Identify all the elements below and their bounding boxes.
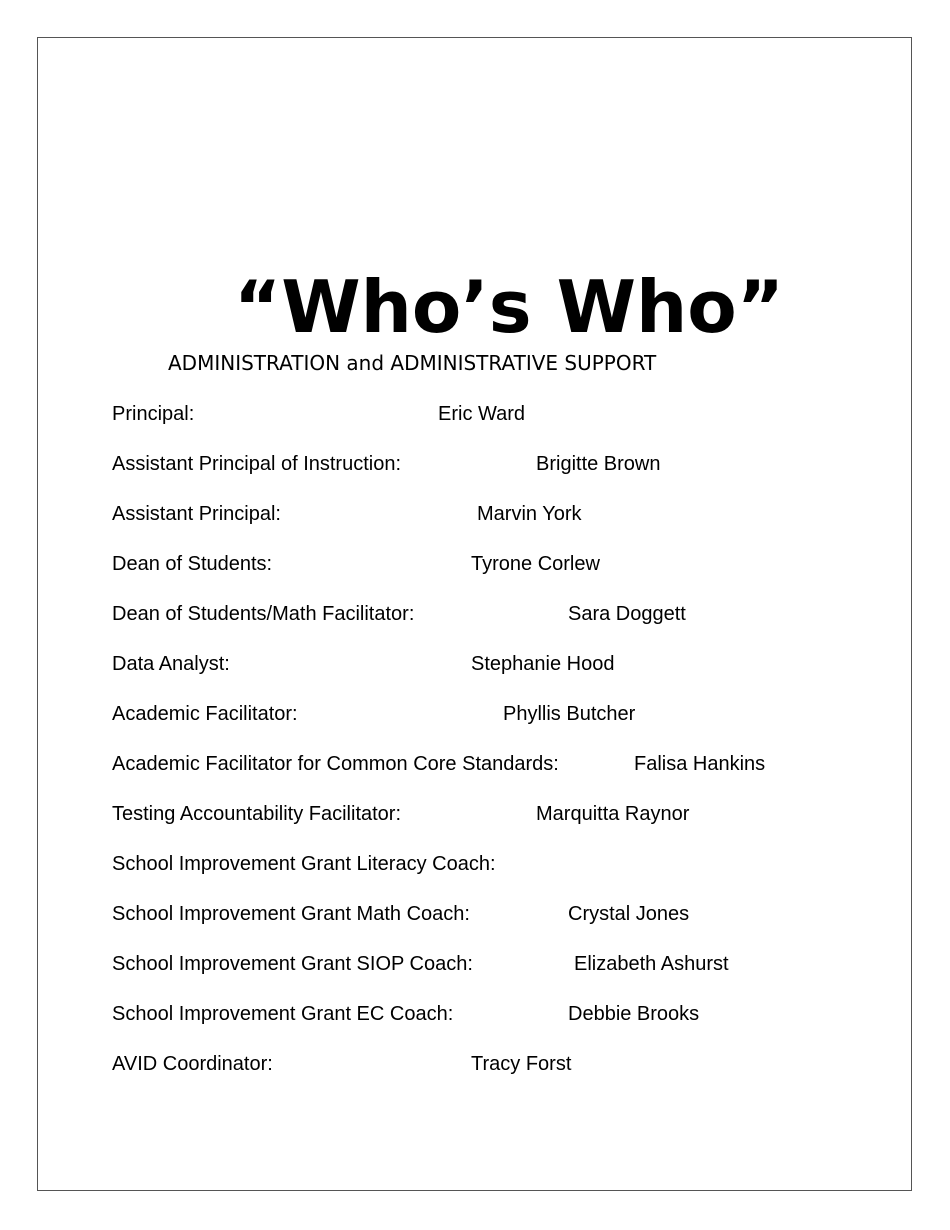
- staff-row-academic-facilitator-ccs: [112, 750, 872, 778]
- document-subtitle: ADMINISTRATION and ADMINISTRATIVE SUPPORT: [168, 351, 657, 375]
- staff-role: School Improvement Grant Math Coach:: [112, 903, 470, 925]
- staff-role: AVID Coordinator:: [112, 1053, 273, 1075]
- staff-name: Marvin York: [477, 503, 582, 525]
- staff-role: Assistant Principal:: [112, 503, 281, 525]
- staff-role: Testing Accountability Facilitator:: [112, 803, 402, 825]
- staff-row-sig-math-coach: [112, 900, 872, 928]
- staff-role: Principal:: [112, 403, 195, 425]
- staff-row-assistant-principal-instruction: [112, 450, 872, 478]
- staff-name: Brigitte Brown: [536, 453, 661, 475]
- staff-row-assistant-principal: [112, 500, 872, 528]
- staff-row-avid-coordinator: [112, 1050, 872, 1078]
- staff-name: Crystal Jones: [568, 903, 690, 925]
- staff-name: Elizabeth Ashurst: [574, 953, 729, 975]
- staff-row-sig-ec-coach: [112, 1000, 872, 1028]
- staff-row-principal: [112, 400, 872, 428]
- staff-name: Phyllis Butcher: [503, 703, 636, 725]
- staff-name: Tracy Forst: [471, 1053, 572, 1075]
- staff-role: Dean of Students/Math Facilitator:: [112, 603, 415, 625]
- staff-name: Tyrone Corlew: [471, 553, 600, 575]
- staff-name: Stephanie Hood: [471, 653, 615, 675]
- staff-role: Data Analyst:: [112, 653, 230, 675]
- staff-name: Debbie Brooks: [568, 1003, 700, 1025]
- staff-role: School Improvement Grant SIOP Coach:: [112, 953, 473, 975]
- staff-name: Sara Doggett: [568, 603, 686, 625]
- staff-row-testing-accountability: [112, 800, 872, 828]
- document-title: “Who’s Who”: [233, 265, 785, 349]
- staff-role: Assistant Principal of Instruction:: [112, 453, 402, 475]
- staff-role: Dean of Students:: [112, 553, 273, 575]
- staff-role: School Improvement Grant EC Coach:: [112, 1003, 454, 1025]
- staff-row-dean-math-facilitator: [112, 600, 872, 628]
- staff-row-academic-facilitator: [112, 700, 872, 728]
- staff-name: Marquitta Raynor: [536, 803, 690, 825]
- staff-role: School Improvement Grant Literacy Coach:: [112, 853, 496, 875]
- staff-row-sig-literacy-coach: [112, 850, 872, 878]
- staff-name: Falisa Hankins: [634, 753, 766, 775]
- staff-role: Academic Facilitator for Common Core Standards:: [112, 753, 559, 775]
- staff-name: Eric Ward: [438, 403, 526, 425]
- staff-row-dean-of-students: [112, 550, 872, 578]
- staff-role: Academic Facilitator:: [112, 703, 298, 725]
- staff-row-sig-siop-coach: [112, 950, 872, 978]
- staff-row-data-analyst: [112, 650, 872, 678]
